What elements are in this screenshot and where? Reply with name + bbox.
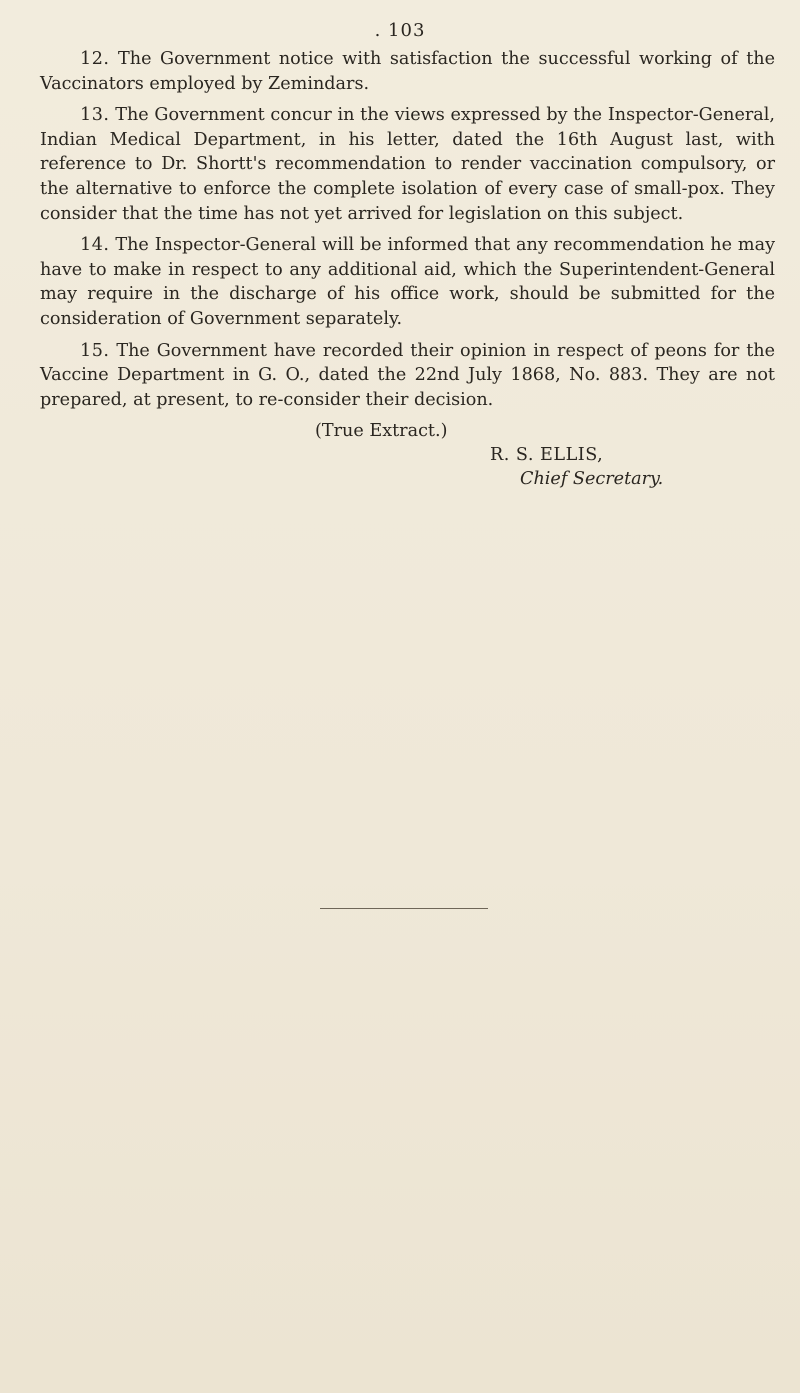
paragraph-13 (40, 103, 775, 226)
paragraph-number: 15. (80, 340, 110, 361)
paragraph-12 (40, 47, 775, 96)
paragraph-number: 13. (80, 105, 110, 126)
paragraph-number: 12. (80, 49, 110, 69)
page-number: . 103 (374, 20, 426, 41)
paragraph-number: 14. (80, 235, 110, 256)
closing-rule (320, 908, 488, 909)
document-body (40, 47, 775, 491)
true-extract-note: (True Extract.) (315, 421, 448, 442)
paragraph-text: The Government concur in the views expressed by the Inspector-General, Indian Medical Department, in his letter, dated the 16th August last, with reference to Dr. Shortt's recommendation to render vaccination compulsory, or the alternative to enforce the complete isolation of every case of small-pox. They consider that the time has not yet arrived for legislation on this subject. (40, 105, 776, 224)
paragraph-text: The Government notice with satisfaction the successful working of the Vaccinators employed by Zemindars. (40, 49, 776, 94)
paragraph-15 (40, 339, 775, 413)
paragraph-text: The Government have recorded their opinion in respect of peons for the Vaccine Department in G. O., dated the 22nd July 1868, No. 883. They are not prepared, at present, to re-consider their decision. (40, 340, 776, 410)
signatory-name: R. S. ELLIS, (490, 445, 604, 466)
signatory-title: Chief Secretary. (520, 469, 664, 490)
paragraph-text: The Inspector-General will be informed that any recommendation he may have to make in respect to any additional aid, which the Superintendent-General may require in the discharge of his office work, should be submitted for the consideration of Government separately. (40, 235, 776, 329)
paragraph-14 (40, 233, 775, 331)
